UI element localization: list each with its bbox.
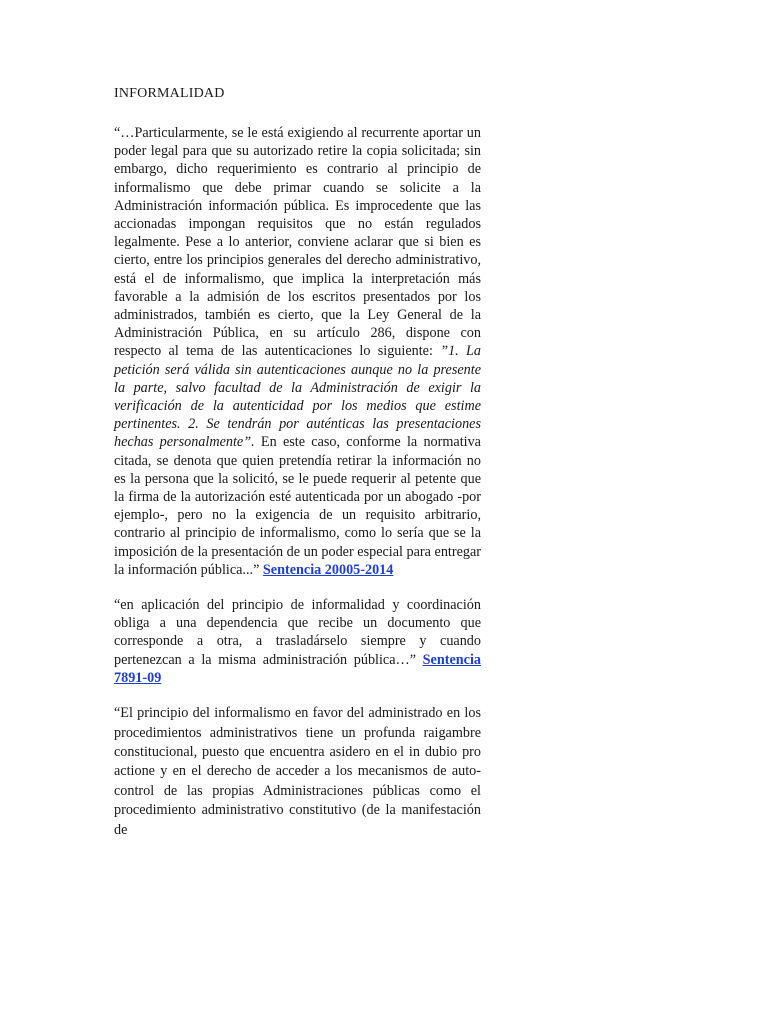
quoted-article-286: ”1. La petición será válida sin autenticaciones aunque no la presente la parte, salvo facultad de la Administración de exigir la verificación de la autenticidad por los medios que estime pertinentes. 2. Se tendrán por auténticas las presentaciones hechas personalmente”. <box>114 343 482 451</box>
paragraph-text: “El principio del informalismo en favor del administrado en los procedimientos administrativos tiene un profunda raigambre constitucional, puesto que encuentra asidero en el in dubio pro actione y en el derecho de acceder a los mecanismos de auto-control de las propias Administraciones públicas como el procedimiento administrativo constitutivo (de la manifestación de <box>114 705 481 838</box>
document-heading: INFORMALIDAD <box>114 86 225 101</box>
paragraph-intro-text: “…Particularmente, se le está exigiendo al recurrente aportar un poder legal para que su autorizado retire la copia solicitada; sin embargo, dicho requerimiento es contrario al principio de informalismo que debe primar cuando se solicite a la Administración información pública. Es improcedente que las accionadas impongan requisitos que no están regulados legalmente. Pese a lo anterior, conviene aclarar que si bien es cierto, entre los principios generales del derecho administrativo, está el de informalismo, que implica la interpretación más favorable a la admisión de los escritos presentados por los administrados, también es cierto, que la Ley General de la Administración Pública, en su artículo 286, dispone con respecto al tema de las autenticaciones lo siguiente: <box>114 125 481 360</box>
paragraph-continuation-text: En este caso, conforme la normativa citada, se denota que quien pretendía retirar la información no es la persona que la solicitó, se le puede requerir al petente que la firma de la autorización esté autenticada por un abogado -por ejemplo-, pero no la exigencia de un requisito arbitrario, contrario al principio de informalismo, como lo sería que se la imposición de la presentación de un poder especial para entregar la información pública...” <box>114 434 481 578</box>
paragraph-informalismo-sentencia-20005 <box>114 124 481 579</box>
sentencia-7891-09-link[interactable]: Sentencia 7891-09 <box>114 651 481 686</box>
paragraph-informalidad-coordinacion <box>114 596 481 687</box>
paragraph-text: “en aplicación del principio de informalidad y coordinación obliga a una dependencia que recibe un documento que corresponde a otra, a trasladárselo siempre y cuando pertenezcan a la misma administración pública…” <box>114 597 481 668</box>
document-page <box>114 84 481 840</box>
paragraph-informalismo-constitucional <box>114 704 481 840</box>
sentencia-20005-2014-link[interactable]: Sentencia 20005-2014 <box>262 561 394 578</box>
